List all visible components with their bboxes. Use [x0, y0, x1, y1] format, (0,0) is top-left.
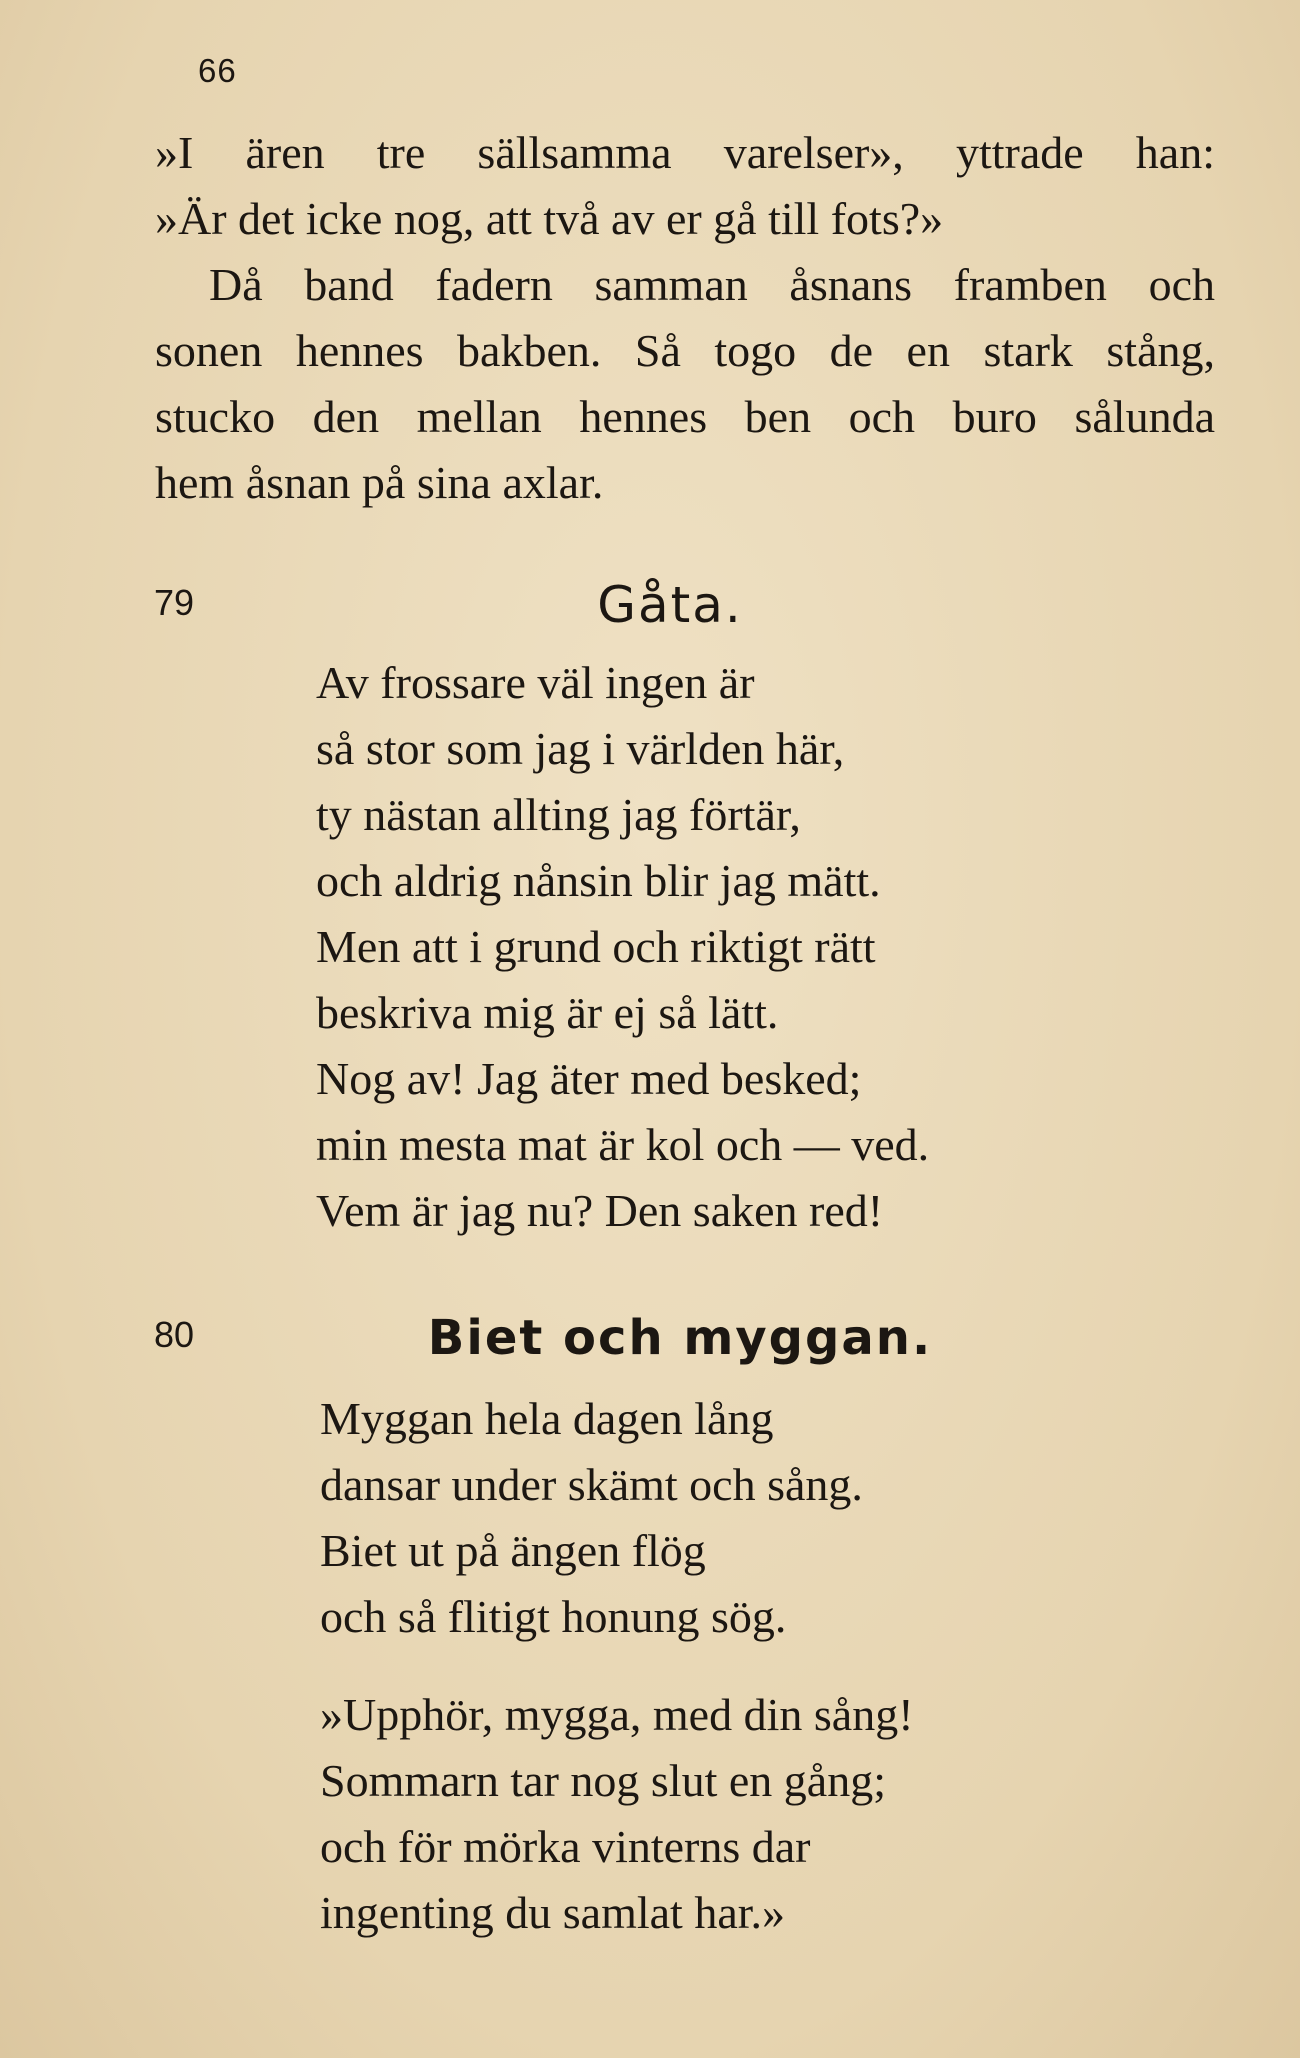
poem-stanza [320, 1386, 863, 1650]
poem-title: Gåta. [597, 576, 743, 634]
poem-number: 79 [154, 582, 195, 623]
prose-line: stucko den mellan hennes ben och buro sålunda [155, 391, 1215, 442]
verse-line: Men att i grund och riktigt rätt [316, 921, 876, 972]
prose-line: »Är det icke nog, att två av er gå till fots?» [155, 193, 944, 244]
poem-verse [316, 650, 929, 1244]
verse-line: »Upphör, mygga, med din sång! [320, 1689, 914, 1740]
verse-line: Sommarn tar nog slut en gång; [320, 1755, 886, 1806]
verse-line: så stor som jag i världen här, [316, 723, 845, 774]
verse-line: och för mörka vinterns dar [320, 1821, 811, 1872]
verse-line: Av frossare väl ingen är [316, 657, 755, 708]
verse-line: Vem är jag nu? Den saken red! [316, 1185, 884, 1236]
verse-line: dansar under skämt och sång. [320, 1459, 863, 1510]
prose-line: hem åsnan på sina axlar. [155, 457, 604, 508]
page-number: 66 [198, 52, 237, 89]
verse-line: och så flitigt honung sög. [320, 1591, 787, 1642]
poem-number: 80 [154, 1314, 195, 1355]
prose-line: Då band fadern samman åsnans framben och [209, 259, 1215, 310]
verse-line: och aldrig nånsin blir jag mätt. [316, 855, 881, 906]
verse-line: Myggan hela dagen lång [320, 1393, 774, 1444]
prose-line: sonen hennes bakben. Så togo de en stark stång, [155, 325, 1215, 376]
verse-line: Biet ut på ängen flög [320, 1525, 706, 1576]
prose-line: »I ären tre sällsamma varelser», yttrade han: [155, 127, 1215, 178]
prose-paragraph [155, 120, 1215, 516]
poem-stanza [320, 1682, 914, 1946]
verse-line: Nog av! Jag äter med besked; [316, 1053, 862, 1104]
verse-line: ingenting du samlat har.» [320, 1887, 786, 1938]
verse-line: beskriva mig är ej så lätt. [316, 987, 779, 1038]
verse-line: ty nästan allting jag förtär, [316, 789, 801, 840]
verse-line: min mesta mat är kol och — ved. [316, 1119, 930, 1170]
poem-title: Biet och myggan. [427, 1310, 933, 1366]
